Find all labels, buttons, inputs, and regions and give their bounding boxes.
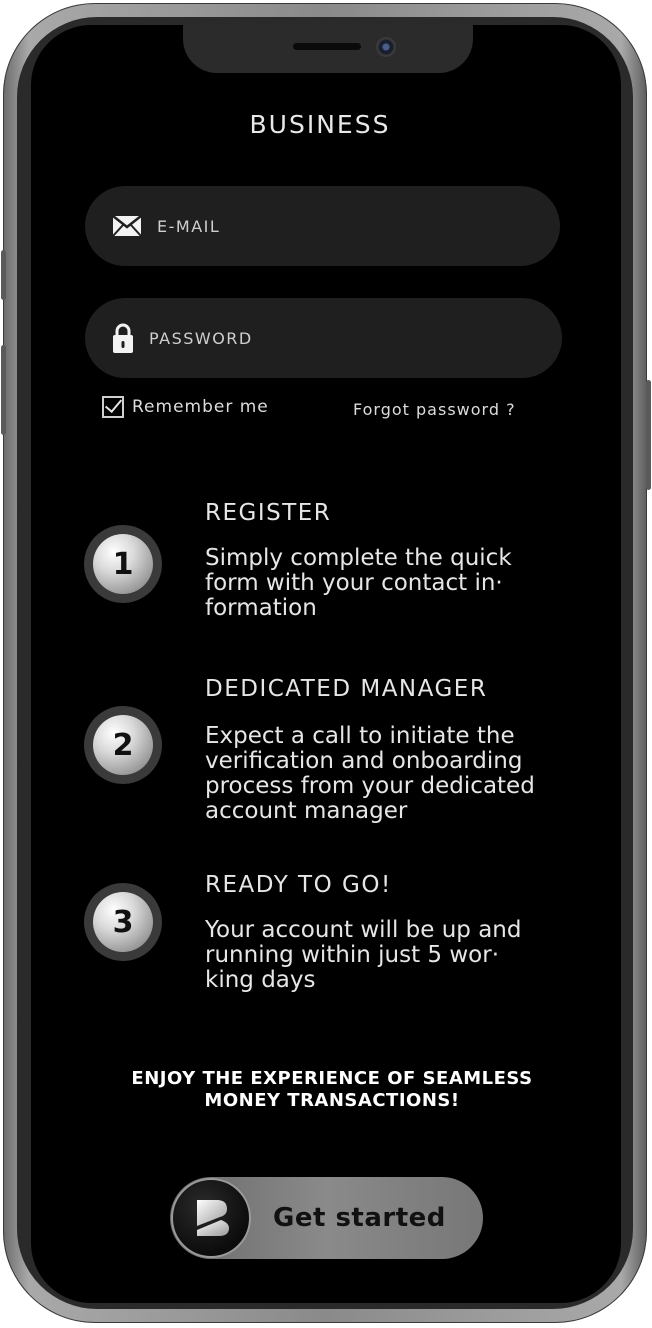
- step-number: 1: [93, 534, 153, 594]
- step-description: Your account will be up and running within just 5 wor· king days: [205, 917, 522, 993]
- step-description: Simply complete the quick form with your contact in· formation: [205, 545, 512, 621]
- get-started-label: Get started: [273, 1203, 446, 1233]
- notch: [183, 25, 473, 73]
- step-heading: DEDICATED MANAGER: [205, 676, 488, 702]
- remember-label: Remember me: [132, 397, 269, 417]
- forgot-password-link[interactable]: Forgot password ?: [353, 400, 516, 419]
- brand-b-logo-icon: [171, 1178, 251, 1258]
- step-heading: REGISTER: [205, 500, 332, 526]
- step-description: Expect a call to initiate the verification and onboarding process from your dedicated account manager: [205, 723, 535, 824]
- get-started-button[interactable]: [170, 1177, 483, 1259]
- padlock-icon: [111, 324, 135, 352]
- speaker-grille: [293, 43, 361, 50]
- power-button: [646, 380, 651, 490]
- step-number: 3: [93, 892, 153, 952]
- remember-me[interactable]: [102, 396, 269, 418]
- checkmark-icon[interactable]: [102, 396, 124, 418]
- page-title: BUSINESS: [249, 110, 391, 139]
- envelope-icon: [111, 212, 143, 240]
- step-number-badge: [84, 883, 162, 961]
- front-camera-icon: [376, 37, 396, 57]
- volume-down-button: [1, 345, 6, 435]
- step-number-badge: [84, 706, 162, 784]
- step-number-badge: [84, 525, 162, 603]
- password-field[interactable]: [85, 298, 562, 378]
- tagline: ENJOY THE EXPERIENCE OF SEAMLESS MONEY TRANSACTIONS!: [131, 1068, 533, 1111]
- password-input[interactable]: [147, 328, 511, 349]
- email-field[interactable]: [85, 186, 560, 266]
- volume-up-button: [1, 250, 6, 300]
- step-number: 2: [93, 715, 153, 775]
- step-heading: READY TO GO!: [205, 872, 392, 898]
- email-input[interactable]: [155, 216, 519, 237]
